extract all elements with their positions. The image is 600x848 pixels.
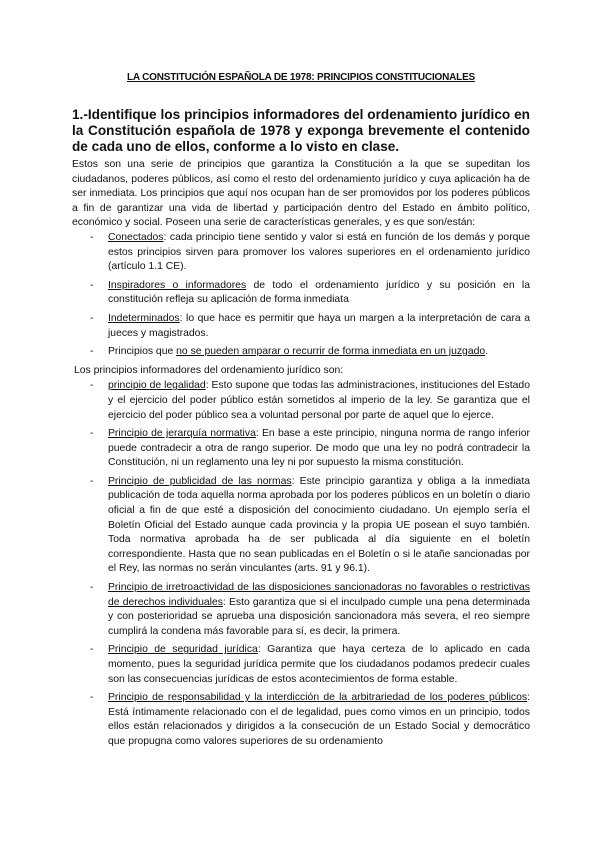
term-jerarquia: Principio de jerarquía normativa [108, 428, 256, 440]
term-irretroactividad: Principio de irretroactividad de las disposiciones sancionadoras no favorables o restrictivas de derechos individuales [108, 582, 530, 608]
list-item-publicidad [108, 475, 530, 577]
item-text: : cada principio tiene sentido y valor si está en función de los demás y porque estos principios sirven para promover los valores superiores en el ordenamiento jurídico (artículo 1.1 CE). [108, 231, 530, 273]
list-item-irretroactividad [108, 581, 530, 639]
item-text: : Este principio garantiza y obliga a la inmediata publicación de toda aquella norma aprobada por los poderes públicos en un boletín o diario oficial a fin de que esté a disposición del conocimiento ciudadano. Un ejemplo sería el Boletín Oficial del Estado aunque cada provincia y la propia UE posean el suyo también. Toda normativa aprobada ha de ser publicada al día siguiente en el boletín correspondiente. Hasta que no sean publicadas en el Boletín o si le atañe sancionadas por el Rey, las normas no serán vinculantes (arts. 91 y 96.1). [108, 475, 531, 575]
document-title: LA CONSTITUCIÓN ESPAÑOLA DE 1978: PRINCIPIOS CONSTITUCIONALES [126, 72, 476, 83]
item-text: : Está íntimamente relacionado con el de legalidad, pues como vimos en un principio, todos ellos están relacionados y dirigidos a la consecución de un Estado Social y democrático que propugna como valores superiores de su ordenamiento [108, 692, 530, 747]
item-prefix: Principios que [108, 346, 177, 358]
principles-intro: Los principios informadores del ordenamiento jurídico son: [74, 364, 344, 376]
list-item-jerarquia [108, 427, 530, 471]
item-text: : Garantiza que haya certeza de lo aplicado en cada momento, pues la seguridad jurídica permite que los ciudadanos podamos predecir cuales son las consecuencias jurídicas de estos acontecimientos de forma estable. [108, 644, 530, 685]
list-item-indeterminados [108, 312, 530, 341]
item-text: : lo que hace es permitir que haya un margen a la interpretación de cara a jueces y magistrados. [108, 312, 530, 339]
item-text: : Esto supone que todas las administraciones, instituciones del Estado y el ejercicio del poder público están sometidos al imperio de la ley. Se garantiza que el ejercicio del poder público sea a voluntad personal por parte de aquel que lo ejerce. [108, 380, 530, 421]
term-conectados: Conectados [108, 231, 164, 243]
list-item-no-amparar [108, 345, 530, 360]
term-legalidad: principio de legalidad [108, 380, 206, 392]
term-responsabilidad: Principio de responsabilidad y la interdicción de la arbitrariedad de los poderes públicos [108, 692, 528, 704]
item-text: . [485, 346, 489, 358]
list-item-legalidad [108, 379, 530, 423]
item-text: : En base a este principio, ninguna norma de rango inferior puede contradecir a otra de rango superior. De modo que una ley no podrá contradecir la Constitución, ni un reglamento una ley ni por supuesto la misma constitución. [108, 428, 530, 469]
list-item-seguridad [108, 643, 530, 687]
term-inspiradores: Inspiradores o informadores [108, 279, 247, 291]
characteristics-list [72, 231, 530, 360]
term-seguridad: Principio de seguridad jurídica [108, 644, 258, 656]
term-publicidad: Principio de publicidad de las normas [108, 475, 292, 487]
question-heading: 1.-Identifique los principios informadores del ordenamiento jurídico en la Constitución española de 1978 y exponga brevemente el contenido de cada uno de ellos, conforme a lo visto en clase. [72, 107, 530, 154]
item-text: de todo el ordenamiento jurídico y su posición en la constitución refleja su aplicación de forma inmediata [108, 279, 531, 306]
term-no-amparar: no se pueden amparar o recurrir de forma inmediata en un juzgado [176, 346, 486, 358]
item-text: : Esto garantiza que si el inculpado cumple una pena determinada y con posterioridad se aprueba una disposición sancionadora más severa, el reo siempre cumplirá la condena más favorable para sí, es decir, la primera. [108, 596, 531, 637]
intro-paragraph: Estos son una serie de principios que garantiza la Constitución a la que se supeditan los ciudadanos, poderes públicos, así como el resto del ordenamiento jurídico y cuya aplicación ha de ser inmediata. Los principios que aquí nos ocupan han de ser promovidos por los poderes públicos a fin de garantizar una vida de libertad y participación dentro del Estado en ámbito político, económico y social. Poseen una serie de características generales, y es que son/están: [72, 159, 530, 229]
term-indeterminados: Indeterminados [108, 312, 180, 324]
list-item-inspiradores [108, 279, 530, 308]
principles-list [72, 379, 530, 749]
list-item-conectados [108, 231, 530, 275]
list-item-responsabilidad [108, 691, 530, 749]
